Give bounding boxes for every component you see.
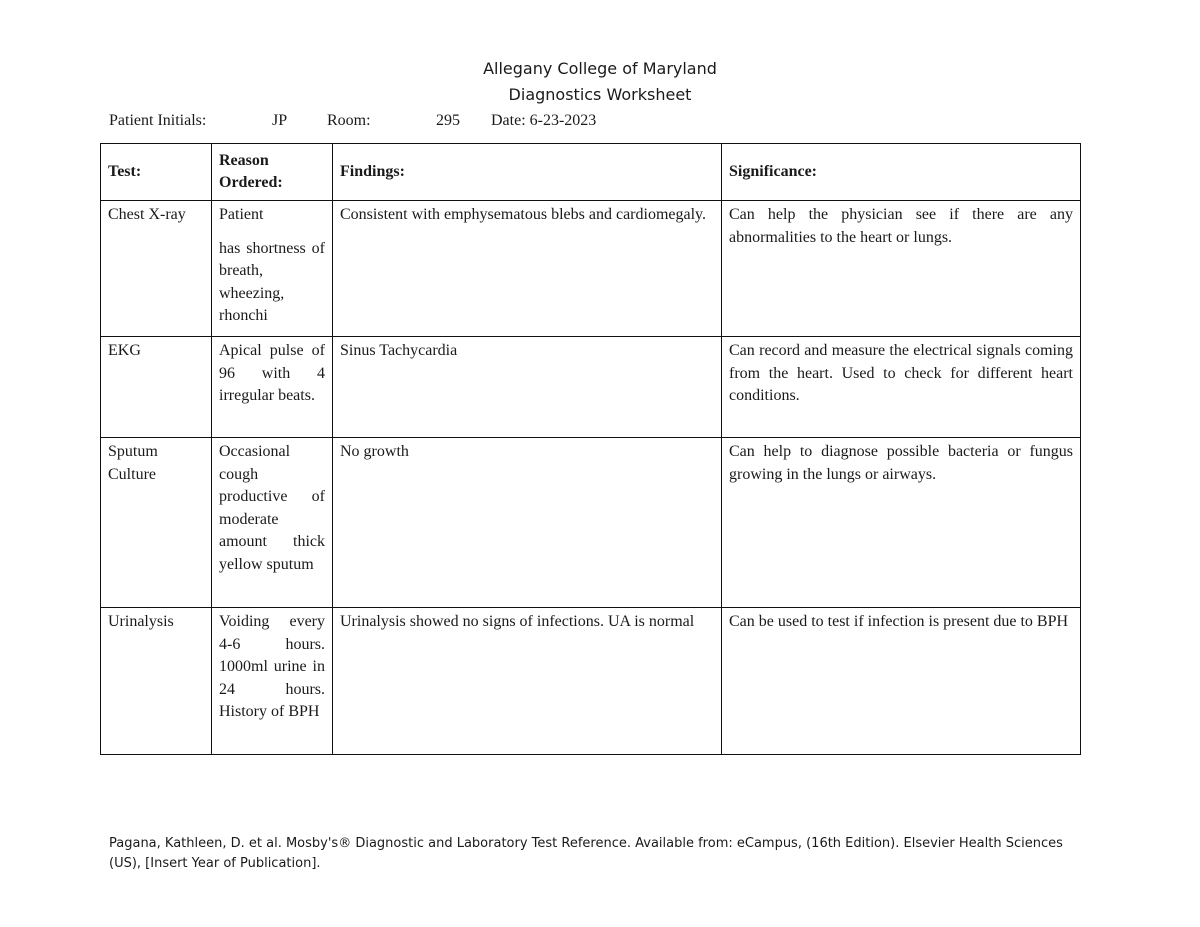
reason-cell: Apical pulse of 96 with 4 irregular beats. <box>212 337 333 438</box>
diagnostics-table <box>100 143 1081 755</box>
header-reason-ordered: Reason Ordered: <box>212 144 333 201</box>
significance-cell: Can record and measure the electrical signals coming from the heart. Used to check for different heart conditions. <box>722 337 1081 438</box>
header-significance: Significance: <box>722 144 1081 201</box>
table-row <box>101 438 1081 608</box>
institution-title: Allegany College of Maryland <box>483 59 717 78</box>
reason-cell <box>212 201 333 337</box>
table-row <box>101 337 1081 438</box>
room-label: Room: <box>327 112 371 129</box>
significance-cell: Can help to diagnose possible bacteria or fungus growing in the lungs or airways. <box>722 438 1081 608</box>
findings-cell: No growth <box>333 438 722 608</box>
room-value: 295 <box>436 112 460 129</box>
reason-first-line: Patient <box>219 206 264 223</box>
reason-cell: Occasional cough productive of moderate amount thick yellow sputum <box>212 438 333 608</box>
header-test: Test: <box>101 144 212 201</box>
date-text: Date: 6-23-2023 <box>491 112 597 129</box>
table-header-row <box>101 144 1081 201</box>
findings-cell: Urinalysis showed no signs of infections. UA is normal <box>333 608 722 755</box>
worksheet-title: Diagnostics Worksheet <box>508 85 692 104</box>
significance-cell: Can help the physician see if there are any abnormalities to the heart or lungs. <box>722 201 1081 337</box>
test-cell: Chest X-ray <box>101 201 212 337</box>
patient-initials-label: Patient Initials: <box>109 112 207 129</box>
table-row <box>101 201 1081 337</box>
reason-cell: Voiding every 4-6 hours. 1000ml urine in 24 hours. History of BPH <box>212 608 333 755</box>
test-cell: Sputum Culture <box>101 438 212 608</box>
significance-cell: Can be used to test if infection is present due to BPH <box>722 608 1081 755</box>
findings-cell: Sinus Tachycardia <box>333 337 722 438</box>
reference-citation: Pagana, Kathleen, D. et al. Mosby's® Diagnostic and Laboratory Test Reference. Available from: eCampus, (16th Edition). Elsevier Health Sciences (US), [Insert Year of Publication]. <box>109 836 1063 871</box>
patient-initials-value: JP <box>272 112 288 129</box>
findings-cell: Consistent with emphysematous blebs and cardiomegaly. <box>333 201 722 337</box>
test-cell: EKG <box>101 337 212 438</box>
header-findings: Findings: <box>333 144 722 201</box>
reason-rest: has shortness of breath, wheezing, rhonchi <box>219 239 325 324</box>
test-cell: Urinalysis <box>101 608 212 755</box>
table-row <box>101 608 1081 755</box>
